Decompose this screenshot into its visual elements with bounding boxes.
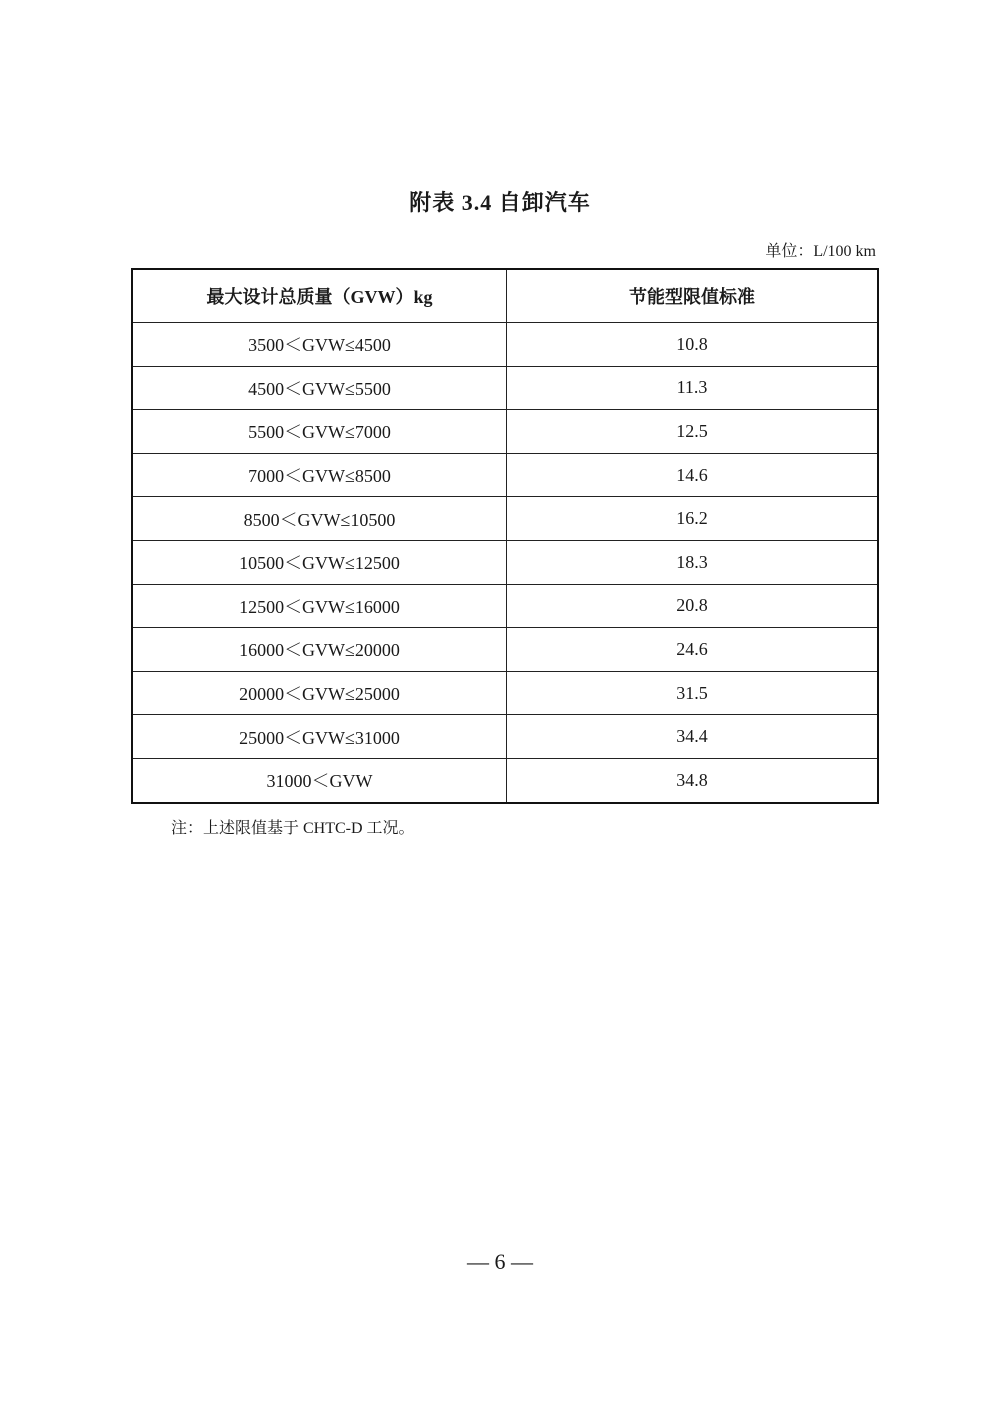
limit-value-cell: 16.2 xyxy=(507,497,879,541)
limit-value-cell: 14.6 xyxy=(507,453,879,497)
gvw-range-cell: 10500＜GVW≤12500 xyxy=(132,540,507,584)
limit-value-cell: 18.3 xyxy=(507,540,879,584)
gvw-range-cell: 7000＜GVW≤8500 xyxy=(132,453,507,497)
limit-value-cell: 34.4 xyxy=(507,715,879,759)
limit-value-cell: 10.8 xyxy=(507,323,879,367)
unit-label: 单位：L/100 km xyxy=(765,243,876,260)
gvw-range-cell: 12500＜GVW≤16000 xyxy=(132,584,507,628)
table-row xyxy=(132,758,878,802)
gvw-range-cell: 20000＜GVW≤25000 xyxy=(132,671,507,715)
limit-value-cell: 20.8 xyxy=(507,584,879,628)
table-row xyxy=(132,497,878,541)
limit-value-cell: 12.5 xyxy=(507,410,879,454)
table-row xyxy=(132,366,878,410)
table-row xyxy=(132,410,878,454)
limit-value-cell: 11.3 xyxy=(507,366,879,410)
table-row xyxy=(132,453,878,497)
table-row xyxy=(132,628,878,672)
table-row xyxy=(132,584,878,628)
gvw-range-cell: 31000＜GVW xyxy=(132,758,507,802)
header-gvw: 最大设计总质量（GVW）kg xyxy=(132,269,507,323)
header-limit: 节能型限值标准 xyxy=(507,269,879,323)
fuel-limit-table xyxy=(131,268,879,804)
page-number: — 6 — xyxy=(467,1249,533,1274)
gvw-range-cell: 8500＜GVW≤10500 xyxy=(132,497,507,541)
gvw-range-cell: 16000＜GVW≤20000 xyxy=(132,628,507,672)
gvw-range-cell: 4500＜GVW≤5500 xyxy=(132,366,507,410)
table-row xyxy=(132,715,878,759)
limit-value-cell: 24.6 xyxy=(507,628,879,672)
table-note: 注：上述限值基于 CHTC-D 工况。 xyxy=(171,820,415,837)
gvw-range-cell: 3500＜GVW≤4500 xyxy=(132,323,507,367)
limit-value-cell: 34.8 xyxy=(507,758,879,802)
table-title: 附表 3.4 自卸汽车 xyxy=(409,190,591,215)
table-row xyxy=(132,540,878,584)
table-row xyxy=(132,671,878,715)
gvw-range-cell: 5500＜GVW≤7000 xyxy=(132,410,507,454)
table-header-row xyxy=(132,269,878,323)
limit-value-cell: 31.5 xyxy=(507,671,879,715)
gvw-range-cell: 25000＜GVW≤31000 xyxy=(132,715,507,759)
table-row xyxy=(132,323,878,367)
